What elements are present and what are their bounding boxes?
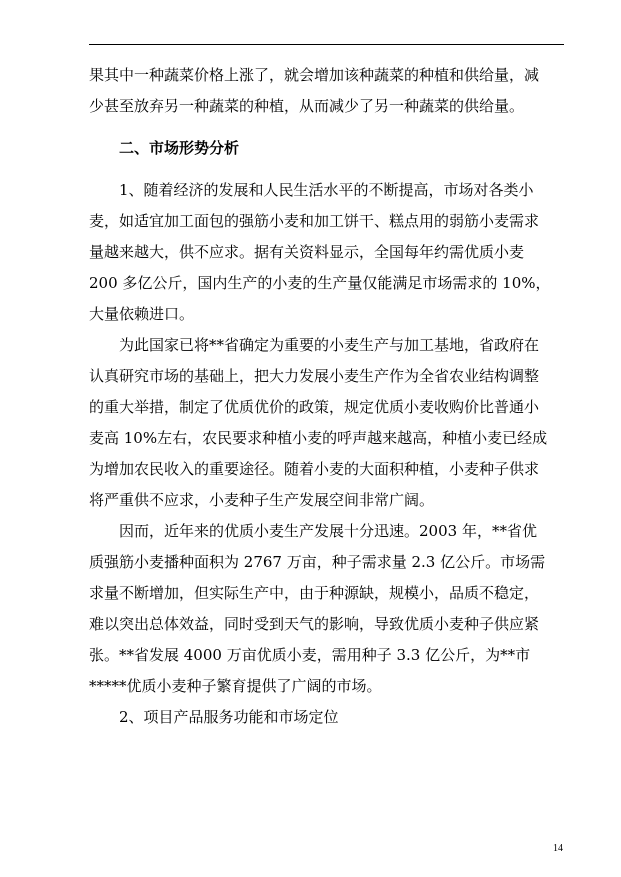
text-line: 质强筋小麦播种面积为 2767 万亩，种子需求量 2.3 亿公斤。市场需: [89, 553, 546, 571]
text-line: 果其中一种蔬菜价格上涨了，就会增加该种蔬菜的种植和供给量，减: [89, 66, 540, 84]
text-line: 为增加农民收入的重要途径。随着小麦的大面积种植，小麦种子供求: [89, 460, 540, 478]
document-body: [89, 60, 567, 733]
text-line: 麦高 10%左右，农民要求种植小麦的呼声越来越高，种植小麦已经成: [89, 429, 548, 447]
text-line: 少甚至放弃另一种蔬菜的种植，从而减少了另一种蔬菜的供给量。: [89, 97, 525, 115]
text-line: 难以突出总体效益，同时受到天气的影响，导致优质小麦种子供应紧: [89, 615, 540, 633]
text-line: 麦，如适宜加工面包的强筋小麦和加工饼干、糕点用的弱筋小麦需求: [89, 212, 540, 230]
text-line: 张。**省发展 4000 万亩优质小麦，需用种子 3.3 亿公斤，为**市: [89, 646, 531, 664]
header-rule: [89, 44, 564, 45]
text-line: 200 多亿公斤，国内生产的小麦的生产量仅能满足市场需求的 10%，: [89, 274, 551, 292]
text-line: 为此国家已将**省确定为重要的小麦生产与加工基地，省政府在: [119, 336, 540, 354]
text-line: 量越来越大，供不应求。据有关资料显示，全国每年约需优质小麦: [89, 243, 525, 261]
text-line: 因而，近年来的优质小麦生产发展十分迅速。2003 年，**省优: [119, 522, 537, 540]
text-line: 求量不断增加，但实际生产中，由于种源缺，规模小，品质不稳定，: [89, 584, 540, 602]
text-line: 的重大举措，制定了优质优价的政策，规定优质小麦收购价比普通小: [89, 398, 540, 416]
subsection-heading: 2、项目产品服务功能和市场定位: [119, 708, 339, 726]
text-line: 将严重供不应求，小麦种子生产发展空间非常广阔。: [89, 491, 435, 509]
text-line: 1、随着经济的发展和人民生活水平的不断提高，市场对各类小: [119, 181, 534, 199]
page-number: 14: [553, 843, 563, 854]
text-line: 认真研究市场的基础上，把大力发展小麦生产作为全省农业结构调整: [89, 367, 540, 385]
section-heading: 二、市场形势分析: [119, 139, 240, 157]
text-line: 大量依赖进口。: [89, 305, 195, 323]
text-line: *****优质小麦种子繁育提供了广阔的市场。: [89, 677, 382, 695]
